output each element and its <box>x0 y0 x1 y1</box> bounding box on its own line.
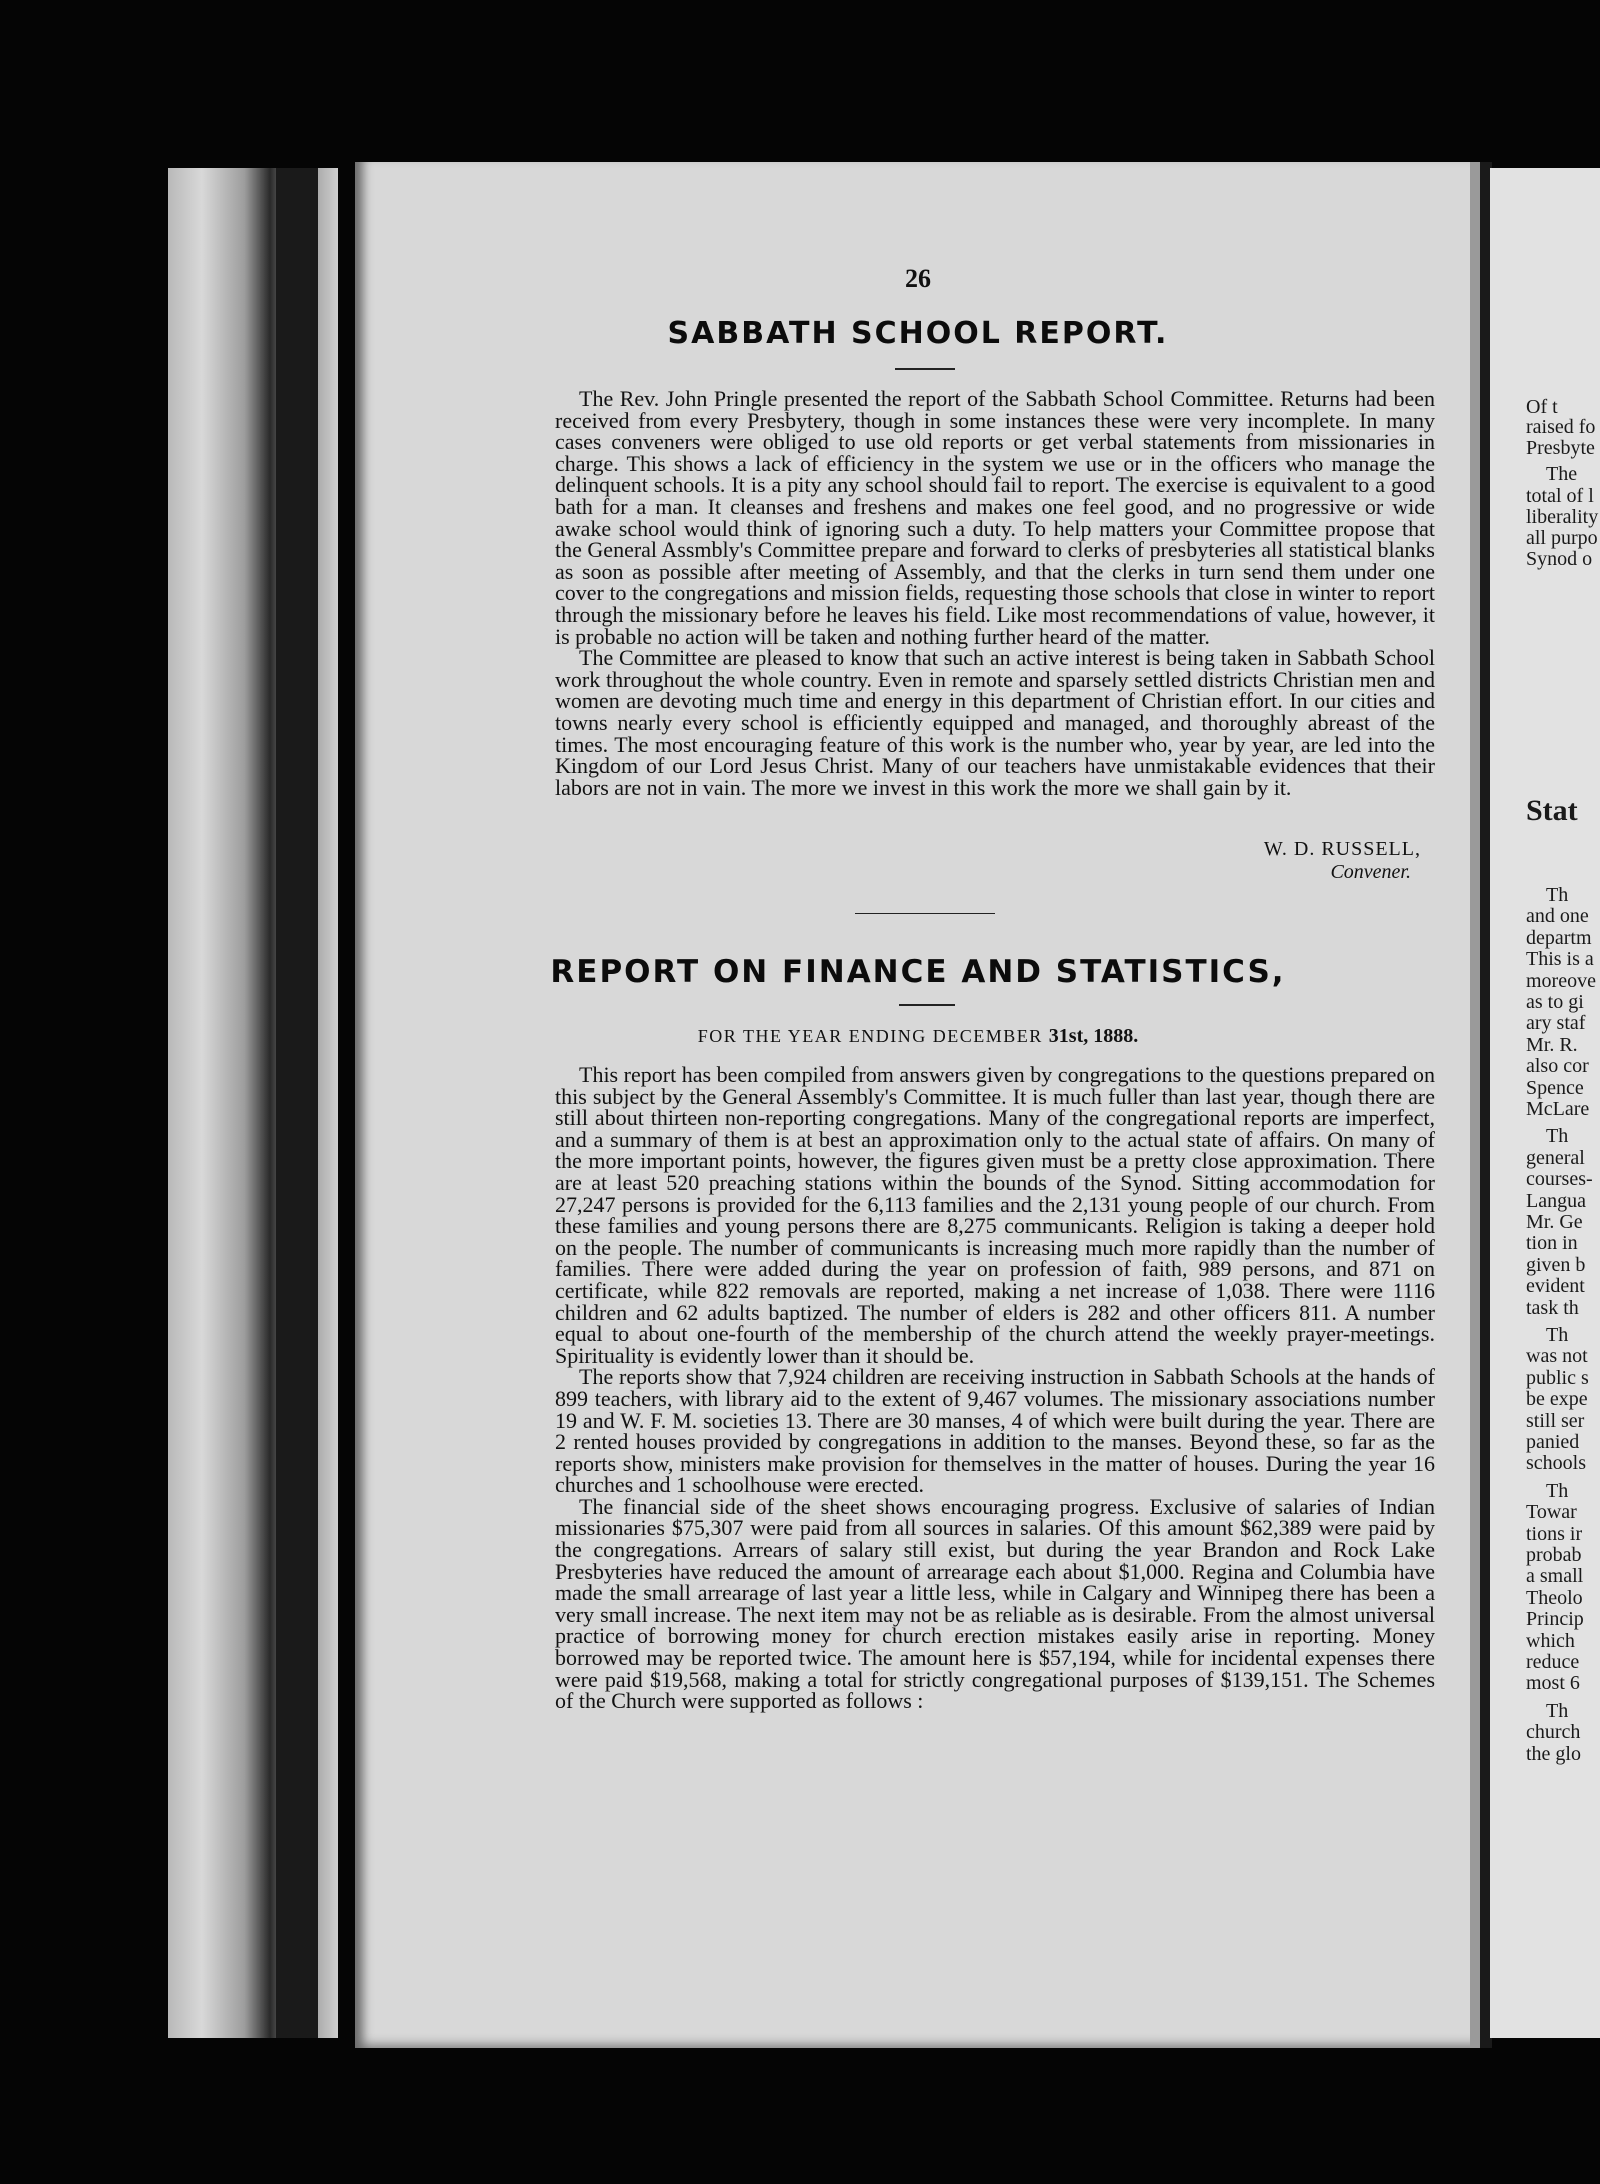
adjacent-fragment: a small <box>1526 1565 1584 1588</box>
adjacent-fragment: probab <box>1526 1544 1582 1566</box>
adjacent-fragment: was not <box>1526 1345 1588 1368</box>
adjacent-fragment: This is a <box>1526 948 1594 971</box>
page-number: 26 <box>905 264 931 293</box>
adjacent-fragment: panied <box>1526 1431 1580 1453</box>
adjacent-fragment: still ser <box>1526 1409 1585 1432</box>
finance-subtitle-text: FOR THE YEAR ENDING DECEMBER <box>697 1026 1043 1046</box>
finance-report-heading: REPORT ON FINANCE AND STATISTICS, <box>550 954 1286 990</box>
adjacent-fragment: Th <box>1546 884 1569 906</box>
heading-rule <box>895 368 955 370</box>
document-page <box>355 162 1481 2048</box>
finance-subtitle-date: 31st, 1888. <box>1048 1025 1139 1047</box>
adjacent-fragment: public s <box>1526 1366 1589 1389</box>
binding-shadow <box>276 168 318 2038</box>
adjacent-fragment: Th <box>1546 1479 1569 1502</box>
adjacent-fragment: Th <box>1546 1699 1569 1722</box>
finance-paragraph-1: This report has been compiled from answers given by congregations to the questions prepared on this subject by the General Assembly's Committee. It is much fuller than last year, though there are still about thirteen non-reporting congregations. Many of the congregational reports are imperfect, and a summary of them is at best an approximation only to the actual state of affairs. On many of the more important points, however, the figures given must be a pretty close approximation. There are at least 520 preaching stations within the bounds of the Synod. Sitting accommodation for 27,247 persons is provided for the 6,113 families and the 2,131 young people of our church. From these families and young persons there are 8,275 communicants. Religion is taking a deeper hold on the people. The number of communicants is increasing much more rapidly than the number of families. There were added during the year on profession of faith, 989 persons, and 871 on certificate, while 822 removals are reported, making a net increase of 1,038. There were 1116 children and 62 adults baptized. The number of elders is 282 and other officers 811. A number equal to about one-fourth of the membership of the church attend the weekly prayer-meetings. Spirituality is evidently lower than it should be. <box>555 1062 1435 1368</box>
adjacent-fragment: Langua <box>1526 1189 1586 1212</box>
signature-name: W. D. RUSSELL, <box>1263 838 1421 860</box>
adjacent-fragment: Princip <box>1526 1608 1584 1631</box>
adjacent-fragment: Presbyte <box>1526 437 1595 459</box>
adjacent-fragment: liberality <box>1526 506 1599 528</box>
finance-report-body <box>555 1064 1435 1712</box>
adjacent-fragment: The <box>1546 463 1578 485</box>
adjacent-fragment: Mr. R. <box>1526 1033 1578 1056</box>
adjacent-fragment: the glo <box>1526 1742 1581 1765</box>
adjacent-fragment: reduce <box>1526 1651 1580 1673</box>
adjacent-fragment: Theolo <box>1526 1586 1583 1609</box>
adjacent-page <box>1490 168 1600 2038</box>
sabbath-paragraph-2: The Committee are pleased to know that such an active interest is being taken in Sabbath School work throughout the whole country. Even in remote and sparsely settled districts Christian men and women are devoting much time and energy in this department of Christian effort. In our cities and towns nearly every school is efficiently equipped and managed, and thoroughly abreast of the times. The most encouraging feature of this work is the number who, year by year, are led into the Kingdom of our Lord Jesus Christ. Many of our teachers have unmistakable evidences that their labors are not in vain. The more we invest in this work the more we shall gain by it. <box>555 645 1435 800</box>
adjacent-fragment: Of t <box>1526 396 1558 418</box>
sabbath-report-body <box>555 388 1435 798</box>
adjacent-fragment: be expe <box>1526 1388 1588 1411</box>
adjacent-fragment: which <box>1526 1629 1575 1652</box>
finance-heading-rule <box>899 1004 955 1006</box>
adjacent-fragment: Mr. Ge <box>1526 1211 1583 1233</box>
adjacent-fragment: moreove <box>1526 969 1596 992</box>
adjacent-fragment: general <box>1526 1146 1585 1169</box>
finance-subtitle <box>355 1025 1481 1048</box>
adjacent-fragment: also cor <box>1526 1055 1589 1078</box>
sabbath-paragraph-1: The Rev. John Pringle presented the report of the Sabbath School Committee. Returns had been received from every Presbytery, though in some instances these were very incomplete. In many cases conveners were obliged to use old reports or get verbal statements from missionaries in charge. This shows a lack of efficiency in the system we use or in the officers who manage the delinquent schools. It is a pity any school should fail to report. The exercise is equivalent to a good bath for a man. It cleanses and freshens and makes one feel good, and no progressive or wide awake school would think of ignoring such a duty. To help matters your Committee propose that the General Assmbly's Committee prepare and forward to clerks of presbyteries all statistical blanks as soon as possible after meeting of Assembly, and that the clerks in turn send them under one cover to the congregations and mission fields, requesting those schools that close in winter to report through the missionary before he leaves his field. Like most recommendations of value, however, it is probable no action will be taken and nothing further heard of the matter. <box>555 386 1435 649</box>
adjacent-fragment: courses- <box>1526 1168 1593 1191</box>
adjacent-fragment: church <box>1526 1721 1581 1744</box>
adjacent-fragment: raised fo <box>1526 416 1596 438</box>
adjacent-fragment: Th <box>1546 1125 1569 1148</box>
adjacent-fragment: tions ir <box>1526 1522 1583 1545</box>
adjacent-fragment: all purpo <box>1526 527 1598 549</box>
adjacent-fragment: task th <box>1526 1296 1579 1319</box>
adjacent-fragment: Th <box>1546 1324 1569 1346</box>
adjacent-fragment: given b <box>1526 1253 1586 1276</box>
finance-paragraph-2: The reports show that 7,924 children are receiving instruction in Sabbath Schools at the hands of 899 teachers, with library aid to the extent of 9,467 volumes. The missionary associations number 19 and W. F. M. societies 13. There are 30 manses, 4 of which were built during the year. There are 2 rented houses provided by congregations in addition to the manses. Beyond these, so far as the reports show, ministers make provision for themselves in the matter of houses. During the year 16 churches and 1 schoolhouse were erected. <box>555 1364 1435 1498</box>
adjacent-fragment: as to gi <box>1526 991 1584 1013</box>
adjacent-fragment: most 6 <box>1526 1672 1580 1695</box>
signature-title: Convener. <box>1330 861 1411 883</box>
adjacent-fragment: Towar <box>1526 1501 1577 1524</box>
adjacent-fragment: schools <box>1526 1452 1586 1475</box>
left-book-edge <box>168 168 338 2038</box>
adjacent-fragment: tion in <box>1526 1232 1578 1255</box>
adjacent-fragment: total of l <box>1526 485 1594 507</box>
adjacent-fragment: Synod o <box>1526 548 1593 570</box>
adjacent-fragment: Spence <box>1526 1076 1584 1099</box>
page-right-edge <box>1470 162 1480 2048</box>
finance-paragraph-3: The financial side of the sheet shows encouraging progress. Exclusive of salaries of Indian missionaries $75,307 were paid from all sources in salaries. Of this amount $62,389 were paid by the congregations. Arrears of salary still exist, but during the year Brandon and Rock Lake Presbyteries have reduced the amount of arrearage each about $1,000. Regina and Columbia have made the small arrearage of last year a little less, while in Calgary and Winnipeg there has been a very small increase. The next item may not be as reliable as is desirable. From the almost universal practice of borrowing money for church erection mistakes easily arise in reporting. Money borrowed may be reported twice. The amount here is $57,194, while for incidental expenses there were paid $19,568, making a total for strictly congregational purposes of $139,151. The Schemes of the Church were supported as follows : <box>555 1493 1435 1714</box>
adjacent-fragment: and one <box>1526 905 1589 928</box>
signature-block <box>1264 838 1421 884</box>
adjacent-fragment: ary staf <box>1526 1012 1586 1035</box>
adjacent-fragment: departm <box>1526 926 1592 949</box>
adjacent-fragment: evident <box>1526 1275 1585 1298</box>
adjacent-heading-fragment: Stat <box>1526 794 1578 827</box>
section-divider <box>855 913 995 914</box>
sabbath-school-report-heading: SABBATH SCHOOL REPORT. <box>667 316 1169 351</box>
adjacent-fragment: McLare <box>1526 1098 1590 1120</box>
